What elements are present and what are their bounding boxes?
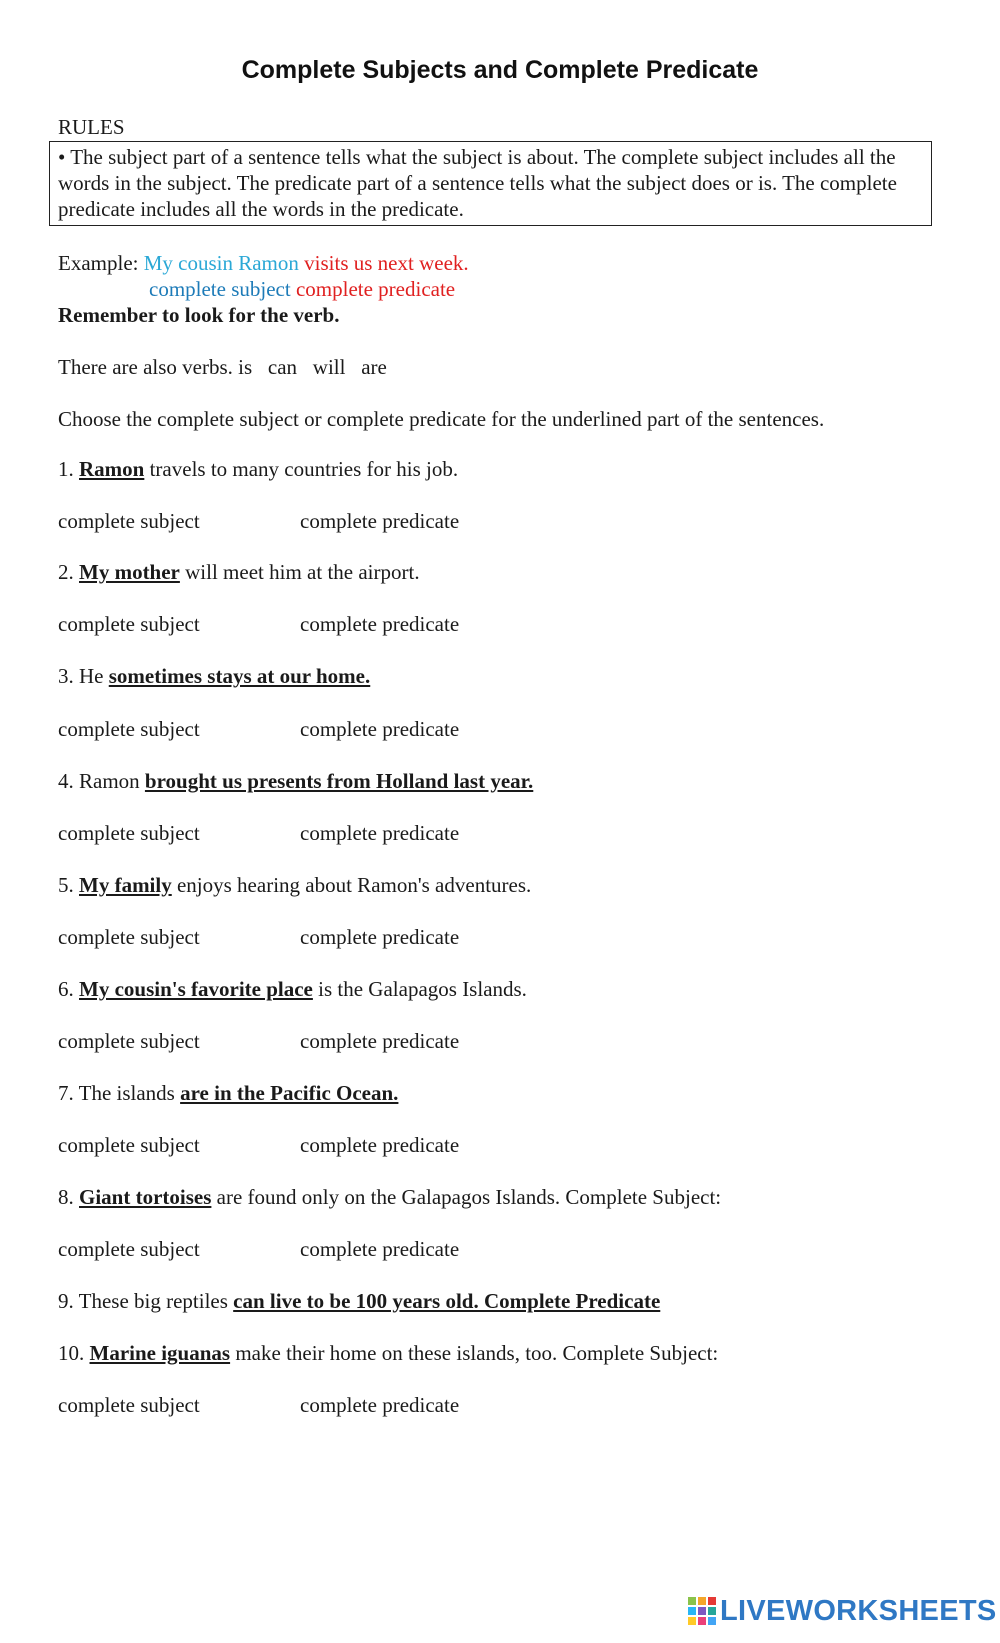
logo-text: LIVEWORKSHEETS — [720, 1594, 997, 1627]
question-text: 5. — [58, 873, 79, 897]
example-prefix: Example: — [58, 251, 144, 275]
example-predicate-label: complete predicate — [295, 277, 456, 301]
question-4 — [58, 769, 533, 794]
question-9 — [58, 1289, 660, 1314]
underlined-part: My mother — [79, 560, 180, 584]
underlined-part: Giant tortoises — [79, 1185, 212, 1209]
question-7 — [58, 1081, 398, 1106]
rules-box: • The subject part of a sentence tells what the subject is about. The complete subject includes all the words in the subject. The predicate part of a sentence tells what the subject does or is. The complete predicate includes all the words in the predicate. — [49, 141, 932, 226]
underlined-part: Ramon — [79, 457, 145, 481]
question-text: are found only on the Galapagos Islands. Complete Subject: — [211, 1185, 722, 1209]
example-predicate: visits us next week. — [304, 251, 469, 275]
underlined-part: are in the Pacific Ocean. — [180, 1081, 399, 1105]
underlined-part: My family — [79, 873, 172, 897]
also-verbs-note: There are also verbs. is can will are — [58, 355, 387, 379]
question-text: 10. — [58, 1341, 90, 1365]
question-8 — [58, 1185, 721, 1210]
question-text: 2. — [58, 560, 79, 584]
option-complete-predicate[interactable]: complete predicate — [300, 612, 460, 636]
example-labels — [149, 277, 455, 302]
option-complete-predicate[interactable]: complete predicate — [300, 821, 460, 845]
option-complete-subject[interactable]: complete subject — [58, 1393, 200, 1417]
option-complete-subject[interactable]: complete subject — [58, 1029, 200, 1053]
option-complete-subject[interactable]: complete subject — [58, 925, 200, 949]
question-text: travels to many countries for his job. — [144, 457, 459, 481]
question-text: is the Galapagos Islands. — [312, 977, 527, 1001]
question-text: 3. He — [58, 664, 109, 688]
question-1 — [58, 457, 458, 482]
question-5 — [58, 873, 531, 898]
example-subject-label: complete subject — [149, 277, 291, 301]
option-complete-subject[interactable]: complete subject — [58, 1237, 200, 1261]
question-text: 8. — [58, 1185, 79, 1209]
option-complete-predicate[interactable]: complete predicate — [300, 1237, 460, 1261]
worksheet-title: Complete Subjects and Complete Predicate — [241, 56, 759, 84]
question-text: 9. These big reptiles — [58, 1289, 234, 1313]
option-complete-subject[interactable]: complete subject — [58, 612, 200, 636]
rules-label: RULES — [58, 115, 125, 139]
underlined-part: Marine iguanas — [89, 1341, 231, 1365]
option-complete-subject[interactable]: complete subject — [58, 509, 200, 533]
question-text: 7. The islands — [58, 1081, 181, 1105]
question-text: enjoys hearing about Ramon's adventures. — [171, 873, 532, 897]
option-complete-subject[interactable]: complete subject — [58, 1133, 200, 1157]
question-6 — [58, 977, 527, 1002]
question-text: make their home on these islands, too. Complete Subject: — [230, 1341, 719, 1365]
option-complete-subject[interactable]: complete subject — [58, 821, 200, 845]
example-sentence — [58, 251, 469, 276]
underlined-part: can live to be 100 years old. Complete Predicate — [233, 1289, 661, 1313]
question-3 — [58, 664, 370, 689]
example-subject: My cousin Ramon — [143, 251, 299, 275]
option-complete-predicate[interactable]: complete predicate — [300, 925, 460, 949]
underlined-part: brought us presents from Holland last year. — [144, 769, 534, 793]
option-complete-subject[interactable]: complete subject — [58, 717, 200, 741]
question-text: will meet him at the airport. — [179, 560, 420, 584]
liveworksheets-logo — [687, 1594, 997, 1628]
option-complete-predicate[interactable]: complete predicate — [300, 509, 460, 533]
remember-note: Remember to look for the verb. — [58, 303, 340, 327]
underlined-part: sometimes stays at our home. — [108, 664, 371, 688]
instructions: Choose the complete subject or complete predicate for the underlined part of the sentences. — [58, 407, 825, 431]
underlined-part: My cousin's favorite place — [79, 977, 313, 1001]
option-complete-predicate[interactable]: complete predicate — [300, 1029, 460, 1053]
question-2 — [58, 560, 420, 585]
option-complete-predicate[interactable]: complete predicate — [300, 717, 460, 741]
question-10 — [58, 1341, 718, 1366]
question-text: 6. — [58, 977, 79, 1001]
option-complete-predicate[interactable]: complete predicate — [300, 1393, 460, 1417]
liveworksheets-icon — [687, 1596, 717, 1626]
option-complete-predicate[interactable]: complete predicate — [300, 1133, 460, 1157]
question-text: 4. Ramon — [58, 769, 145, 793]
question-text: 1. — [58, 457, 79, 481]
